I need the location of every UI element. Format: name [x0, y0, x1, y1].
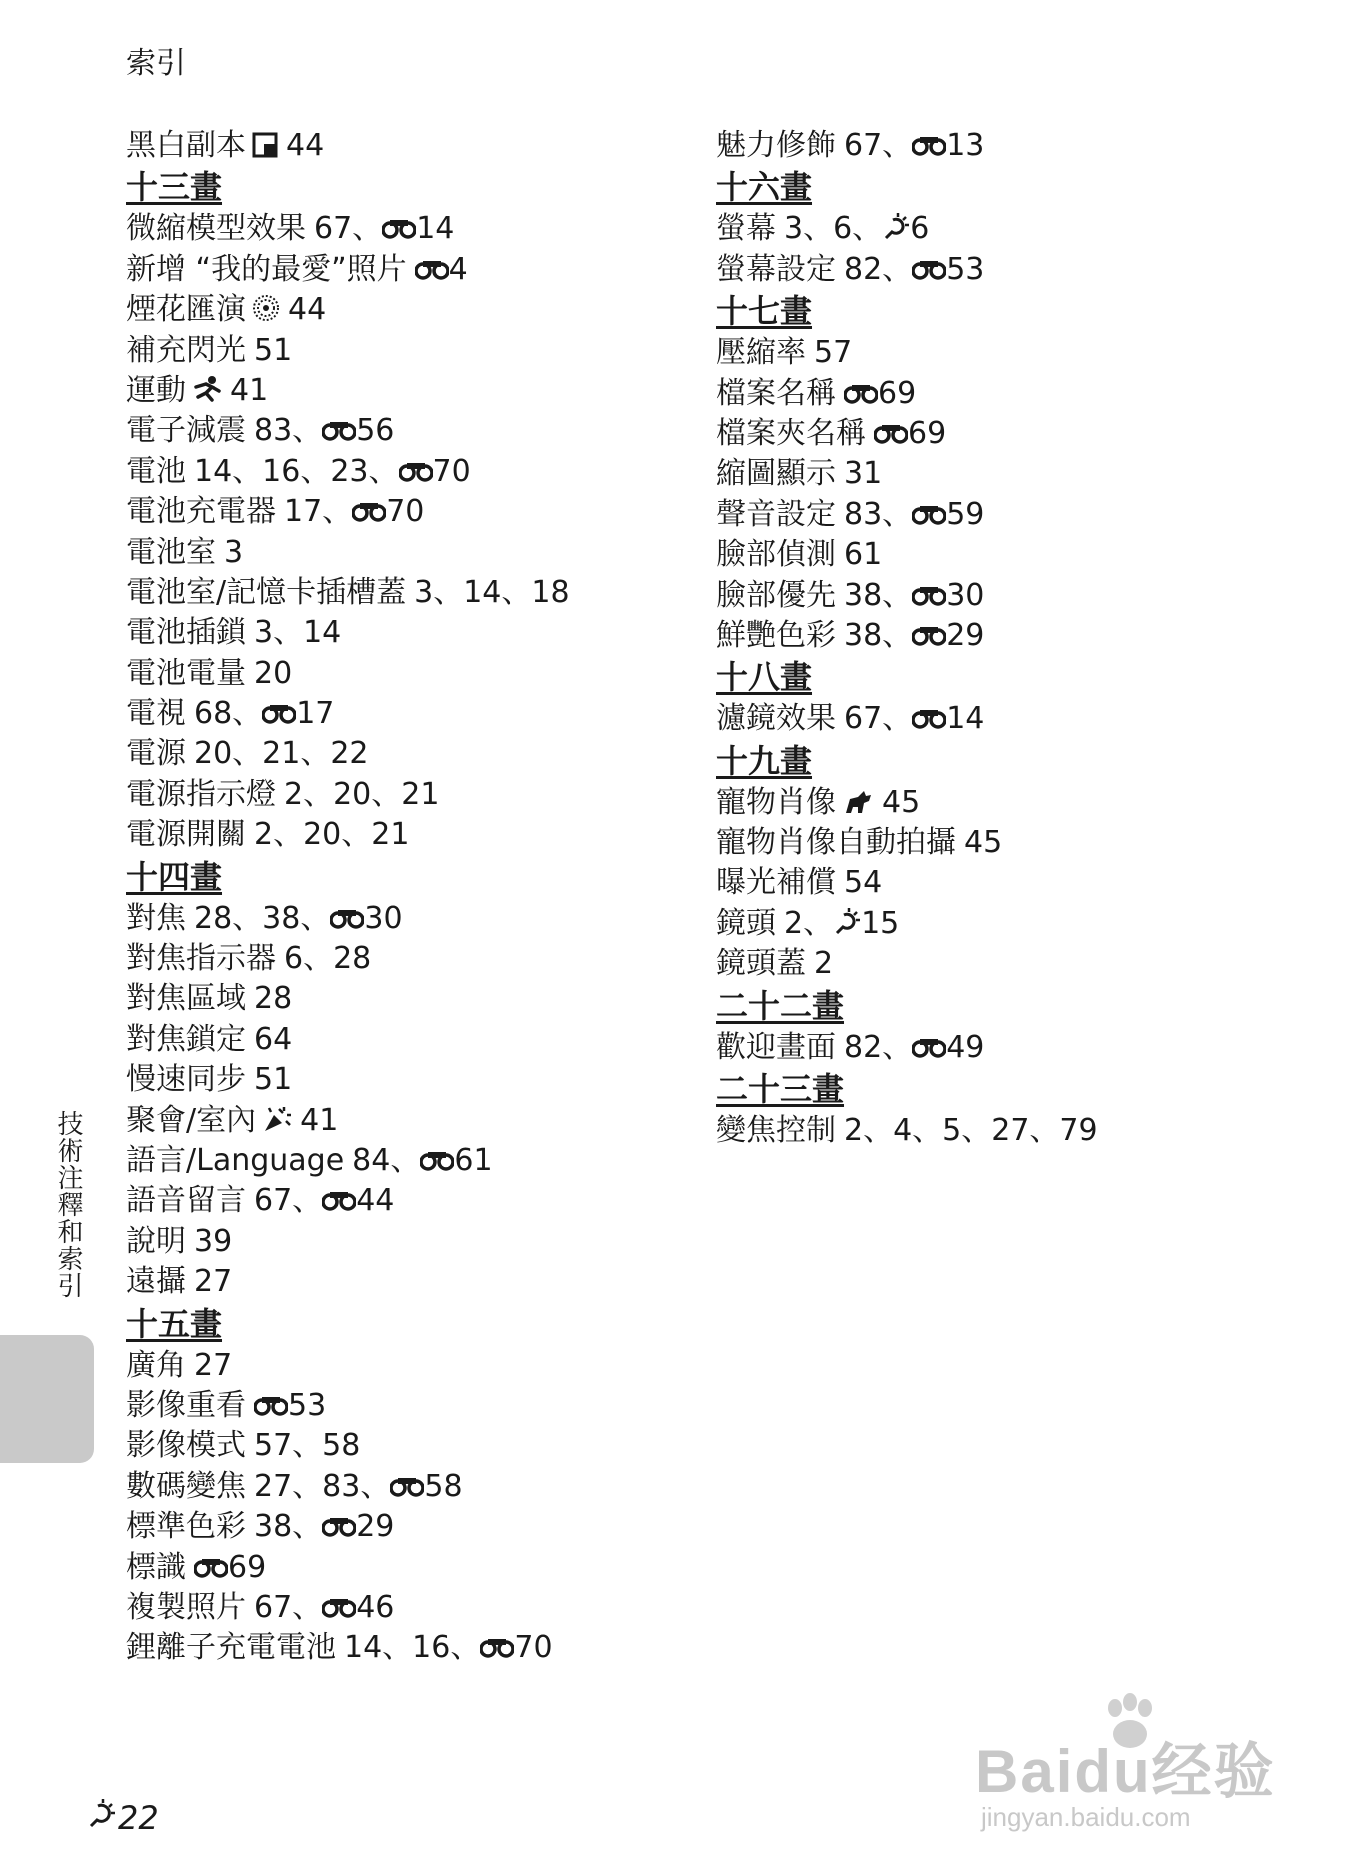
page-number-value: 22 — [118, 1799, 159, 1837]
index-entry — [126, 1346, 686, 1386]
reference-page-number: 4 — [448, 251, 468, 287]
section-tab-label: 技術注釋和索引 — [53, 1110, 83, 1299]
index-entry — [716, 576, 1276, 616]
index-term: 電池電量 — [126, 655, 246, 691]
index-term: 電池室 — [126, 534, 216, 570]
reference-page-number: 70 — [432, 453, 471, 489]
reference-icon — [415, 252, 449, 292]
page-refs-text: 3、14、18 — [414, 574, 570, 610]
page-refs-text: 67、 — [844, 701, 913, 737]
index-entry — [716, 454, 1276, 494]
index-entry — [716, 944, 1276, 984]
watermark-logo: Baidu经验 — [975, 1738, 1276, 1805]
page-refs — [254, 1062, 292, 1097]
reference-page-number: 49 — [946, 1029, 985, 1065]
index-entry — [716, 374, 1276, 414]
page-refs — [254, 1388, 326, 1423]
index-entry — [716, 495, 1276, 535]
index-entry — [126, 250, 686, 290]
index-entry — [126, 1020, 686, 1060]
page-refs — [844, 537, 882, 572]
page-refs — [284, 494, 424, 529]
page-refs-text: 41 — [230, 372, 269, 408]
reference-page-number: 69 — [878, 375, 917, 411]
index-term: 補充閃光 — [126, 332, 246, 368]
index-term: 語音留言 — [126, 1183, 246, 1219]
page-refs — [194, 454, 471, 489]
index-term: 電池 — [126, 453, 186, 489]
index-entry — [126, 331, 686, 371]
index-entry — [126, 613, 686, 653]
reference-icon — [420, 1143, 454, 1183]
index-entry — [126, 979, 686, 1019]
index-term: 電源 — [126, 736, 186, 772]
reference-icon — [844, 376, 878, 416]
index-term: 鮮艷色彩 — [716, 617, 836, 653]
section-heading-text: 十九畫 — [716, 741, 813, 780]
index-term: 複製照片 — [126, 1589, 246, 1625]
page-refs-text: 20、21、22 — [194, 736, 369, 772]
reference-icon — [352, 494, 386, 534]
page-refs — [254, 1022, 292, 1057]
index-entry — [126, 411, 686, 451]
index-entry — [126, 209, 686, 249]
index-term: 電池室/記憶卡插槽蓋 — [126, 574, 407, 610]
page-refs-text: 2、20、21 — [254, 817, 410, 853]
page-refs — [300, 1103, 338, 1138]
index-term: 微縮模型效果 — [126, 211, 306, 247]
page-refs — [414, 575, 569, 610]
page-refs-text: 2、 — [784, 905, 834, 941]
reference-icon — [322, 1509, 356, 1549]
reference-page-number: 44 — [356, 1183, 395, 1219]
section-heading-text: 十八畫 — [716, 658, 813, 697]
page-refs-text: 67、 — [254, 1183, 323, 1219]
index-entry — [716, 1028, 1276, 1068]
page-refs — [194, 1550, 266, 1585]
index-entry — [126, 1141, 686, 1181]
page-refs — [314, 211, 454, 246]
page-refs-text: 51 — [254, 1062, 293, 1098]
index-entry — [126, 1588, 686, 1628]
index-term: 變焦控制 — [716, 1113, 836, 1149]
index-entry — [716, 616, 1276, 656]
page-refs — [844, 497, 984, 532]
page-refs — [254, 1469, 463, 1504]
page-refs-text: 28、38、 — [194, 900, 331, 936]
index-entry — [126, 694, 686, 734]
page-refs-text: 84、 — [352, 1142, 421, 1178]
section-heading-text: 二十三畫 — [716, 1070, 845, 1109]
page-refs — [286, 128, 324, 163]
page-refs-text: 3 — [224, 534, 244, 570]
page-refs — [874, 416, 946, 451]
page-refs-text: 39 — [194, 1223, 233, 1259]
index-term: 說明 — [126, 1223, 186, 1259]
reference-icon — [262, 696, 296, 736]
page-refs — [254, 333, 292, 368]
page-refs-text: 3、6、 — [784, 211, 883, 247]
page-refs-text: 82、 — [844, 1029, 913, 1065]
index-term: 影像重看 — [126, 1387, 246, 1423]
index-entry — [716, 414, 1276, 454]
page-refs — [194, 1348, 232, 1383]
page-refs — [288, 292, 326, 327]
page-refs-text: 82、 — [844, 251, 913, 287]
reference-icon — [194, 1550, 228, 1590]
page-refs — [814, 946, 833, 981]
reference-icon — [399, 454, 433, 494]
index-entry — [126, 815, 686, 855]
index-term: 曝光補償 — [716, 865, 836, 901]
page-refs — [194, 1224, 232, 1259]
index-term: 縮圖顯示 — [716, 456, 836, 492]
index-entry — [126, 1426, 686, 1466]
index-entry — [716, 823, 1276, 863]
index-entry — [126, 126, 686, 166]
section-heading — [716, 740, 1276, 783]
reference-page-number: 70 — [514, 1630, 553, 1666]
index-term: 電池插鎖 — [126, 615, 246, 651]
page-refs-text: 27、83、 — [254, 1468, 391, 1504]
page-refs-text: 6、28 — [284, 941, 372, 977]
page-refs — [882, 785, 920, 820]
index-term: 鏡頭蓋 — [716, 946, 806, 982]
baidu-watermark — [975, 1690, 1295, 1840]
reference-page-number: 59 — [946, 496, 985, 532]
index-entry — [126, 290, 686, 330]
page-refs — [254, 615, 341, 650]
index-term: 電池充電器 — [126, 494, 276, 530]
index-entry — [126, 1101, 686, 1141]
reference-icon — [912, 497, 946, 537]
reference-page-number: 69 — [228, 1549, 267, 1585]
page-refs-text: 41 — [300, 1102, 339, 1138]
index-term: 運動 — [126, 372, 186, 408]
section-heading — [716, 985, 1276, 1028]
section-heading-text: 十五畫 — [126, 1304, 223, 1343]
index-entry — [126, 371, 686, 411]
index-term: 聚會/室內 — [126, 1102, 257, 1138]
page-refs-text: 45 — [964, 825, 1003, 861]
index-term: 廣角 — [126, 1347, 186, 1383]
index-entry — [126, 492, 686, 532]
index-term: 檔案夾名稱 — [716, 415, 866, 451]
page-refs-text: 2、20、21 — [284, 776, 440, 812]
index-entry — [126, 1507, 686, 1547]
index-entry — [716, 333, 1276, 373]
page-refs — [194, 901, 403, 936]
reference-page-number: 13 — [946, 128, 985, 163]
section-heading — [126, 856, 686, 899]
section-heading — [126, 1303, 686, 1346]
index-term: 電源指示燈 — [126, 776, 276, 812]
index-entry — [716, 783, 1276, 823]
index-entry — [716, 209, 1276, 249]
technical-notes-icon — [833, 906, 861, 946]
reference-page-number: 46 — [356, 1589, 395, 1625]
index-entry — [716, 699, 1276, 739]
page-title: 索引 — [126, 46, 186, 81]
index-entry — [716, 126, 1276, 166]
page-refs-text: 2 — [814, 946, 834, 982]
index-entry — [126, 939, 686, 979]
reference-page-number: 70 — [386, 494, 425, 530]
reference-page-number: 29 — [946, 617, 985, 653]
reference-icon — [912, 618, 946, 658]
reference-page-number: 17 — [296, 696, 335, 732]
index-term: 臉部優先 — [716, 577, 836, 613]
reference-icon — [480, 1630, 514, 1670]
index-term: 慢速同步 — [126, 1062, 246, 1098]
technical-notes-icon — [882, 211, 910, 251]
index-term: 影像模式 — [126, 1428, 246, 1464]
page-refs-text: 27 — [194, 1347, 233, 1383]
index-term: 標準色彩 — [126, 1509, 246, 1545]
index-entry — [126, 1548, 686, 1588]
page-refs — [254, 1428, 360, 1463]
reference-icon — [912, 578, 946, 618]
page-refs — [844, 456, 882, 491]
index-term: 鏡頭 — [716, 905, 776, 941]
section-heading — [716, 1068, 1276, 1111]
index-term: 電視 — [126, 696, 186, 732]
reference-page-number: 29 — [356, 1509, 395, 1545]
page-refs — [254, 981, 292, 1016]
reference-page-number: 14 — [416, 211, 455, 247]
index-entry — [126, 452, 686, 492]
reference-icon — [912, 128, 946, 168]
page-refs — [254, 413, 394, 448]
fireworks-icon — [252, 293, 280, 333]
page-refs-text: 45 — [882, 784, 921, 820]
index-term: 濾鏡效果 — [716, 701, 836, 737]
page-refs — [844, 578, 984, 613]
reference-icon — [912, 701, 946, 741]
reference-icon — [322, 1590, 356, 1630]
page-refs — [284, 777, 439, 812]
index-entry — [126, 573, 686, 613]
page-refs — [254, 656, 292, 691]
index-entry — [126, 1386, 686, 1426]
page-refs — [194, 736, 369, 771]
page-refs — [344, 1630, 553, 1665]
watermark-url: jingyan.baidu.com — [981, 1802, 1191, 1832]
section-tab — [0, 1335, 94, 1463]
page-refs — [784, 211, 929, 246]
section-heading-text: 二十二畫 — [716, 986, 845, 1025]
reference-icon — [912, 252, 946, 292]
pet-portrait-icon — [842, 786, 874, 826]
section-heading — [716, 290, 1276, 333]
page-refs — [844, 701, 984, 736]
section-heading-text: 十七畫 — [716, 292, 813, 331]
index-term: 遠攝 — [126, 1264, 186, 1300]
index-term: 電源開關 — [126, 817, 246, 853]
page-refs-text: 57 — [814, 335, 853, 371]
index-entry — [126, 1262, 686, 1302]
reference-page-number: 14 — [946, 701, 985, 737]
page-refs — [844, 865, 882, 900]
page-refs — [284, 941, 371, 976]
reference-page-number: 56 — [356, 413, 395, 449]
index-entry — [126, 533, 686, 573]
reference-icon — [330, 901, 364, 941]
index-term: 煙花匯演 — [126, 292, 246, 328]
index-term: 螢幕設定 — [716, 251, 836, 287]
page-refs-text: 38、 — [844, 617, 913, 653]
page-refs — [224, 535, 243, 570]
page-refs-text: 61 — [844, 537, 883, 573]
reference-icon — [254, 1388, 288, 1428]
index-term: 對焦區域 — [126, 981, 246, 1017]
page-refs — [844, 1030, 984, 1065]
page-refs-text: 20 — [254, 655, 293, 691]
reference-page-number: 15 — [861, 905, 900, 941]
page-refs-text: 54 — [844, 865, 883, 901]
index-entry — [716, 863, 1276, 903]
index-term: 寵物肖像自動拍攝 — [716, 825, 956, 861]
index-term: 語言/Language — [126, 1142, 345, 1178]
index-entry — [126, 1222, 686, 1262]
page-refs — [194, 1264, 232, 1299]
page-refs-text: 27 — [194, 1264, 233, 1300]
index-term: 寵物肖像 — [716, 784, 836, 820]
page-refs — [415, 252, 468, 287]
page-refs — [844, 618, 984, 653]
monochrome-copy-icon — [252, 129, 278, 169]
page-refs — [844, 128, 984, 163]
page-refs — [814, 335, 852, 370]
section-heading-text: 十四畫 — [126, 857, 223, 896]
page-refs-text: 83、 — [254, 413, 323, 449]
index-entry — [716, 904, 1276, 944]
index-term: 對焦鎖定 — [126, 1021, 246, 1057]
page-refs-text: 57、58 — [254, 1428, 361, 1464]
reference-page-number: 30 — [364, 900, 403, 936]
reference-icon — [322, 1183, 356, 1223]
page-refs-text: 44 — [286, 128, 325, 163]
page-refs — [254, 1183, 394, 1218]
section-heading — [716, 166, 1276, 209]
page-refs-text: 17、 — [284, 494, 353, 530]
page-refs-text: 31 — [844, 456, 883, 492]
page-refs-text: 14、16、23、 — [194, 453, 399, 489]
index-column-right — [716, 126, 1276, 1151]
reference-page-number: 69 — [908, 415, 947, 451]
index-entry — [716, 1111, 1276, 1151]
index-term: 對焦指示器 — [126, 941, 276, 977]
party-icon — [262, 1104, 292, 1144]
reference-page-number: 58 — [424, 1468, 463, 1504]
index-term: 數碼變焦 — [126, 1468, 246, 1504]
reference-page-number: 61 — [454, 1142, 493, 1178]
page-refs-text: 51 — [254, 332, 293, 368]
section-heading — [126, 166, 686, 209]
index-term: 聲音設定 — [716, 496, 836, 532]
page-refs-text: 68、 — [194, 696, 263, 732]
page-refs — [964, 825, 1002, 860]
index-entry — [716, 535, 1276, 575]
index-term: 壓縮率 — [716, 335, 806, 371]
index-term: 黑白副本 — [126, 128, 246, 163]
page-refs-text: 64 — [254, 1021, 293, 1057]
index-column-left — [126, 126, 686, 1669]
page-refs — [194, 696, 334, 731]
reference-page-number: 53 — [288, 1387, 327, 1423]
reference-icon — [390, 1469, 424, 1509]
index-term: 鋰離子充電電池 — [126, 1630, 336, 1666]
page-refs — [254, 1590, 394, 1625]
page-refs — [844, 252, 984, 287]
reference-icon — [382, 211, 416, 251]
page-refs-text: 38、 — [254, 1509, 323, 1545]
page-refs-text: 67、 — [844, 128, 913, 163]
page-refs-text: 67、 — [254, 1589, 323, 1625]
index-entry — [716, 250, 1276, 290]
index-entry — [126, 734, 686, 774]
page-refs — [844, 376, 916, 411]
page-refs-text: 67、 — [314, 211, 383, 247]
section-heading-text: 十三畫 — [126, 168, 223, 207]
page-refs — [784, 906, 899, 941]
sports-icon — [192, 374, 222, 414]
index-entry — [126, 1467, 686, 1507]
index-term: 歡迎畫面 — [716, 1029, 836, 1065]
page-refs-text: 28 — [254, 981, 293, 1017]
reference-page-number: 53 — [946, 251, 985, 287]
page-refs — [230, 373, 268, 408]
page-refs-text: 3、14 — [254, 615, 342, 651]
index-term: 新增 “我的最愛”照片 — [126, 251, 407, 287]
section-heading-text: 十六畫 — [716, 168, 813, 207]
technical-notes-icon — [86, 1798, 116, 1838]
section-heading — [716, 656, 1276, 699]
index-entry — [126, 775, 686, 815]
index-entry — [126, 1181, 686, 1221]
reference-page-number: 6 — [910, 211, 930, 247]
page-refs-text: 38、 — [844, 577, 913, 613]
index-entry — [126, 654, 686, 694]
reference-icon — [322, 413, 356, 453]
index-term: 電子減震 — [126, 413, 246, 449]
page-refs — [844, 1113, 1098, 1148]
reference-icon — [912, 1030, 946, 1070]
index-term: 臉部偵測 — [716, 537, 836, 573]
page-refs-text: 83、 — [844, 496, 913, 532]
index-term: 標識 — [126, 1549, 186, 1585]
index-entry — [126, 1628, 686, 1668]
reference-icon — [874, 416, 908, 456]
index-term: 螢幕 — [716, 211, 776, 247]
page-refs-text: 14、16、 — [344, 1630, 481, 1666]
page-refs — [254, 1509, 394, 1544]
page-refs — [254, 817, 409, 852]
page-refs-text: 2、4、5、27、79 — [844, 1113, 1098, 1149]
page-refs — [352, 1143, 492, 1178]
page-refs-text: 44 — [288, 292, 327, 328]
index-term: 魅力修飾 — [716, 128, 836, 163]
index-entry — [126, 899, 686, 939]
page-number — [86, 1798, 159, 1838]
index-entry — [126, 1060, 686, 1100]
index-term: 檔案名稱 — [716, 375, 836, 411]
reference-page-number: 30 — [946, 577, 985, 613]
index-term: 對焦 — [126, 900, 186, 936]
